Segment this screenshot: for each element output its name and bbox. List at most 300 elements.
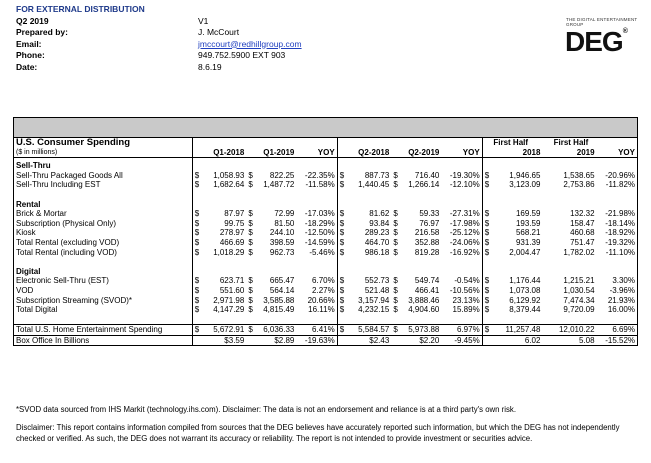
value-cell: 6,129.92 [509,295,541,305]
value-cell: 8,379.44 [509,305,541,315]
date-value: 8.6.19 [198,61,222,72]
section-title: Rental [14,200,193,210]
yoy-cell: -11.10% [597,248,638,258]
cell-spacer [256,257,297,267]
dollar-sign [542,238,551,248]
value-cell: 158.47 [570,218,595,228]
cell-spacer [296,200,337,210]
yoy-cell: -12.50% [304,228,335,238]
version-value: V1 [198,15,209,26]
value-cell: 460.68 [570,228,595,238]
dollar-sign [542,171,551,181]
row-label: Box Office In Billions [14,335,193,346]
yoy-cell: -25.12% [449,228,480,238]
dollar-sign: $ [482,305,491,315]
dollar-sign: $ [337,209,346,219]
section-header-row [14,200,638,210]
value-cell: 59.33 [419,209,440,219]
row-label: Total Rental (excluding VOD) [14,238,193,248]
registered-mark: ® [622,28,627,35]
dollar-sign [542,219,551,229]
dollar-sign: $ [248,305,253,315]
cell-spacer [337,148,346,158]
yoy-cell: 6.97% [441,325,482,336]
dollar-sign: $ [337,248,346,258]
dollar-sign: $ [482,238,491,248]
cell-spacer [256,138,297,148]
cell-spacer [337,200,346,210]
row-label: Electronic Sell-Thru (EST) [14,276,193,286]
cell-spacer [201,190,246,200]
cell-spacer [256,267,297,277]
dollar-sign: $ [248,276,253,286]
cell-spacer [441,267,482,277]
yoy-cell: -5.46% [309,247,335,257]
column-header-yoy: YOY [597,148,638,158]
row-label: Subscription Streaming (SVOD)* [14,296,193,306]
cell-spacer [296,190,337,200]
dollar-sign: $ [337,228,346,238]
cell-spacer [491,315,542,325]
column-header: 2018 [522,147,541,157]
cell-spacer [192,257,201,267]
cell-spacer [401,257,442,267]
dollar-sign [246,335,255,346]
dollar-sign: $ [393,295,398,305]
cell-spacer [441,138,482,148]
email-link[interactable]: jmccourt@redhillgroup.com [198,38,302,49]
cell-spacer [597,190,638,200]
value-cell: 4,147.29 [213,305,245,315]
value-cell: 1,058.93 [213,170,245,180]
spacer-row [14,190,638,200]
email-label: Email: [16,38,42,49]
dollar-sign: $ [192,248,201,258]
cell-spacer [491,257,542,267]
cell-spacer [346,161,391,171]
dollar-sign: $ [337,180,346,190]
report-header [16,4,302,73]
cell-spacer [201,315,246,325]
value-cell: $2.43 [346,335,391,346]
value-cell: 2,753.86 [563,180,595,190]
yoy-cell: 6.70% [312,276,335,286]
yoy-cell: -11.58% [305,180,335,190]
cell-spacer [401,267,442,277]
value-cell: 169.59 [515,209,541,219]
table-row [14,219,638,229]
value-cell: 986.18 [364,247,390,257]
value-cell: 819.28 [414,247,440,257]
cell-spacer [491,161,542,171]
dollar-sign: $ [192,305,201,315]
prepared-by-value: J. McCourt [198,27,240,37]
value-cell: 11,257.48 [491,325,542,336]
value-cell: 7,474.34 [563,295,595,305]
value-cell: 132.32 [570,209,595,219]
dollar-sign: $ [248,247,253,257]
yoy-cell: -18.14% [597,219,638,229]
value-cell: 398.59 [269,237,295,247]
table-header-row [14,138,638,148]
cell-spacer [192,148,201,158]
value-cell: $3.59 [201,335,246,346]
dollar-sign: $ [337,276,346,286]
value-cell: 1,215.21 [563,276,595,286]
cell-spacer [14,190,193,200]
first-half-header-2018: First Half [491,138,542,148]
value-cell: 549.74 [414,276,440,286]
row-label: Sell-Thru Packaged Goods All [14,171,193,181]
yoy-cell: 16.11% [308,305,335,315]
dollar-sign: $ [248,237,253,247]
yoy-cell: -27.31% [449,209,480,219]
dollar-sign: $ [192,171,201,181]
table-gray-band [13,117,638,137]
section-header-row [14,267,638,277]
dollar-sign: $ [248,170,253,180]
value-cell: 76.97 [419,218,440,228]
dollar-sign: $ [393,209,398,219]
table-row [14,305,638,315]
cell-spacer [346,257,391,267]
dollar-sign: $ [192,238,201,248]
cell-spacer [542,148,551,158]
yoy-cell: 15.89% [452,305,480,315]
cell-spacer [337,257,346,267]
value-cell: 1,266.14 [408,180,440,190]
cell-spacer [491,190,542,200]
cell-spacer [441,315,482,325]
dollar-sign: $ [337,171,346,181]
cell-spacer [491,267,542,277]
cell-spacer [552,200,597,210]
dollar-sign [542,335,551,346]
phone-value: 949.752.5900 EXT 903 [198,50,286,60]
cell-spacer [482,267,491,277]
dollar-sign [542,180,551,190]
yoy-cell: 6.69% [597,325,638,336]
cell-spacer [246,257,255,267]
value-cell: 1,682.64 [213,180,245,190]
value-cell: 751.47 [570,237,595,247]
cell-spacer [246,267,255,277]
cell-spacer [246,161,255,171]
value-cell: 193.59 [515,218,541,228]
cell-spacer [597,257,638,267]
cell-spacer [337,190,346,200]
spending-table-container [13,117,638,346]
cell-spacer [542,200,551,210]
value-cell: 3,157.94 [358,295,390,305]
cell-spacer [192,161,201,171]
cell-spacer [542,161,551,171]
yoy-cell: -14.59% [304,237,335,247]
disclaimer-note: Disclaimer: This report contains information compiled from sources that the DEG believes have accurately reported such information, but which the DEG has not independently checked or verified. As such, the DEG does not warrant its accuracy or reliability. The report is not intended to provide investment or securities advice. [16,423,620,443]
column-header-yoy: YOY [462,147,480,157]
dollar-sign [542,276,551,286]
dollar-sign: $ [393,180,398,190]
cell-spacer [192,138,201,148]
cell-spacer [246,138,255,148]
dollar-sign: $ [337,305,346,315]
dollar-sign: $ [482,296,491,306]
value-cell: 352.88 [414,237,440,247]
value-cell: 466.41 [414,285,440,295]
dollar-sign [542,209,551,219]
value-cell: 72.99 [274,209,295,219]
value-cell: 1,946.65 [509,170,541,180]
row-label: VOD [14,286,193,296]
column-header-yoy: YOY [317,147,335,157]
logo-text: DEG [565,26,623,57]
value-cell: 716.40 [414,170,440,180]
yoy-cell: -17.98% [449,218,480,228]
value-cell: 93.84 [369,218,390,228]
phone-label: Phone: [16,50,45,60]
cell-spacer [391,315,400,325]
dollar-sign: $ [192,296,201,306]
value-cell: 2,971.98 [213,295,245,305]
value-cell: 81.50 [274,218,295,228]
cell-spacer [391,138,400,148]
cell-spacer [482,190,491,200]
column-header: Q2-2018 [358,147,390,157]
dollar-sign: $ [393,247,398,257]
cell-spacer [542,138,551,148]
cell-spacer [296,161,337,171]
value-cell: $2.89 [256,335,297,346]
table-row [14,171,638,181]
cell-spacer [201,257,246,267]
dollar-sign: $ [248,295,253,305]
value-cell: 464.70 [364,237,390,247]
cell-spacer [597,315,638,325]
cell-spacer [201,161,246,171]
cell-spacer [597,200,638,210]
date-label: Date: [16,61,38,72]
value-cell: 9,720.09 [563,305,595,315]
table-row [14,325,638,336]
value-cell: 521.48 [364,285,390,295]
yoy-cell: -18.29% [304,218,335,228]
cell-spacer [296,315,337,325]
yoy-cell: -16.92% [449,247,480,257]
value-cell: 1,176.44 [509,276,541,286]
dollar-sign [542,305,551,315]
cell-spacer [597,161,638,171]
cell-spacer [246,190,255,200]
spacer-row [14,257,638,267]
cell-spacer [296,267,337,277]
cell-spacer [14,257,193,267]
dollar-sign: $ [393,305,398,315]
deg-logo [565,26,627,58]
dollar-sign [542,286,551,296]
value-cell: 665.47 [269,276,295,286]
yoy-cell: -24.06% [449,237,480,247]
notes-section [16,404,638,451]
cell-spacer [391,267,400,277]
value-cell: 2,004.47 [509,247,541,257]
cell-spacer [346,200,391,210]
dollar-sign: $ [192,276,201,286]
dollar-sign [542,228,551,238]
cell-spacer [542,257,551,267]
dollar-sign: $ [248,285,253,295]
yoy-cell: -3.96% [597,286,638,296]
dollar-sign [192,335,201,346]
cell-spacer [337,315,346,325]
yoy-cell: -22.35% [304,170,335,180]
value-cell: 87.97 [224,209,245,219]
value-cell: 6,036.33 [256,325,297,336]
cell-spacer [192,315,201,325]
table-row [14,209,638,219]
cell-spacer [542,190,551,200]
cell-spacer [391,148,400,158]
cell-spacer [256,200,297,210]
yoy-cell: -11.82% [597,180,638,190]
cell-spacer [401,161,442,171]
cell-spacer [401,315,442,325]
cell-spacer [552,190,597,200]
section-title: Digital [14,267,193,277]
dollar-sign: $ [391,325,400,336]
value-cell: 12,010.22 [552,325,597,336]
value-cell: 962.73 [269,247,295,257]
dollar-sign: $ [192,325,201,336]
cell-spacer [337,138,346,148]
dollar-sign [542,248,551,258]
value-cell: 99.75 [224,218,245,228]
cell-spacer [441,200,482,210]
value-cell: 216.58 [414,228,440,238]
cell-spacer [246,200,255,210]
value-cell: 81.62 [369,209,390,219]
cell-spacer [482,148,491,158]
value-cell: 5,584.57 [346,325,391,336]
cell-spacer [296,138,337,148]
table-row [14,276,638,286]
row-label: Sell-Thru Including EST [14,180,193,190]
column-header: 2019 [576,147,595,157]
table-row [14,335,638,346]
cell-spacer [391,257,400,267]
dollar-sign: $ [393,218,398,228]
dollar-sign: $ [192,286,201,296]
distribution-label: FOR EXTERNAL DISTRIBUTION [16,4,145,14]
dollar-sign: $ [192,209,201,219]
dollar-sign: $ [337,296,346,306]
value-cell: 1,440.45 [358,180,390,190]
value-cell: 244.10 [269,228,295,238]
dollar-sign: $ [337,325,346,336]
yoy-cell: -19.63% [296,335,337,346]
logo-tagline: THE DIGITAL ENTERTAINMENT GROUP [566,17,638,27]
value-cell: 3,888.46 [408,295,440,305]
cell-spacer [296,257,337,267]
cell-spacer [346,190,391,200]
dollar-sign: $ [482,219,491,229]
dollar-sign: $ [482,171,491,181]
table-row [14,248,638,258]
value-cell: 278.97 [219,228,245,238]
value-cell: 564.14 [269,285,295,295]
dollar-sign [542,325,551,336]
cell-spacer [401,138,442,148]
cell-spacer [256,315,297,325]
row-label: Subscription (Physical Only) [14,219,193,229]
value-cell: 887.73 [364,170,390,180]
cell-spacer [482,200,491,210]
cell-spacer [482,315,491,325]
dollar-sign: $ [248,180,253,190]
column-header: Q1-2019 [263,147,295,157]
cell-spacer [192,267,201,277]
value-cell: 289.23 [364,228,390,238]
yoy-cell: -17.03% [304,209,335,219]
dollar-sign: $ [393,170,398,180]
value-cell: 1,538.65 [563,170,595,180]
yoy-cell: -20.96% [597,171,638,181]
dollar-sign: $ [393,276,398,286]
cell-spacer [441,161,482,171]
column-header: Q1-2018 [213,147,245,157]
cell-spacer [597,267,638,277]
row-label: Total Digital [14,305,193,315]
dollar-sign: $ [482,286,491,296]
value-cell: $2.20 [401,335,442,346]
cell-spacer [491,200,542,210]
yoy-cell: -15.52% [597,335,638,346]
dollar-sign: $ [482,325,491,336]
value-cell: 552.73 [364,276,390,286]
row-label: Total Rental (including VOD) [14,248,193,258]
cell-spacer [192,190,201,200]
cell-spacer [401,190,442,200]
spacer-row [14,315,638,325]
dollar-sign: $ [246,325,255,336]
dollar-sign: $ [393,228,398,238]
cell-spacer [201,200,246,210]
dollar-sign: $ [482,180,491,190]
dollar-sign: $ [482,276,491,286]
dollar-sign: $ [482,228,491,238]
yoy-cell: 21.93% [597,296,638,306]
cell-spacer [552,315,597,325]
cell-spacer [346,138,391,148]
cell-spacer [482,138,491,148]
cell-spacer [391,190,400,200]
cell-spacer [337,161,346,171]
value-cell: 5,672.91 [201,325,246,336]
cell-spacer [482,161,491,171]
value-cell: 1,030.54 [563,285,595,295]
cell-spacer [201,267,246,277]
value-cell: 5,973.88 [401,325,442,336]
cell-spacer [391,200,400,210]
yoy-cell: 3.30% [597,276,638,286]
table-row [14,238,638,248]
yoy-cell: -19.32% [597,238,638,248]
yoy-cell: -12.10% [449,180,480,190]
row-label: Brick & Mortar [14,209,193,219]
yoy-cell: -21.98% [597,209,638,219]
dollar-sign: $ [482,209,491,219]
value-cell: 4,904.60 [408,305,440,315]
value-cell: 4,815.49 [263,305,295,315]
